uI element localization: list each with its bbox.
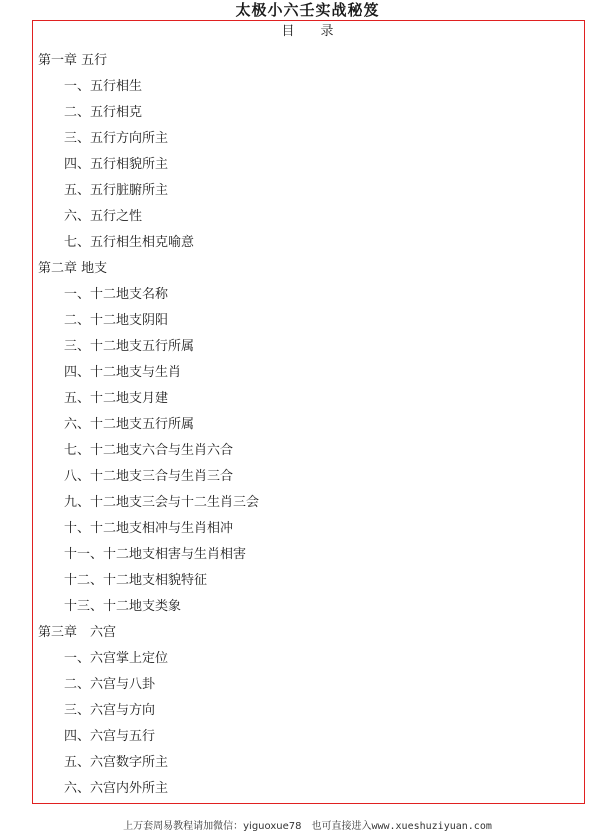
toc-section[interactable]: 十二、十二地支相貌特征	[64, 573, 208, 588]
toc-section[interactable]: 五、六宫数字所主	[64, 755, 169, 770]
toc-section[interactable]: 一、十二地支名称	[64, 287, 169, 302]
toc-section[interactable]: 五、五行脏腑所主	[64, 183, 169, 198]
toc-section[interactable]: 四、六宫与五行	[64, 729, 156, 744]
toc-section[interactable]: 三、十二地支五行所属	[64, 339, 195, 354]
footer-text: 上万套周易教程请加微信：yiguoxue78 也可直接进入	[123, 821, 372, 832]
toc-section[interactable]: 三、五行方向所主	[64, 131, 169, 146]
toc-section[interactable]: 二、五行相克	[64, 105, 143, 120]
toc-section[interactable]: 二、十二地支阴阳	[64, 313, 169, 328]
toc-chapter[interactable]: 第三章 六宫	[38, 625, 117, 640]
toc-section[interactable]: 五、十二地支月建	[64, 391, 169, 406]
toc-chapter[interactable]: 第一章 五行	[38, 53, 108, 68]
document-title: 太极小六壬实战秘笈	[235, 1, 380, 19]
footer	[0, 820, 615, 833]
toc-section[interactable]: 七、十二地支六合与生肖六合	[64, 443, 234, 458]
toc-section[interactable]: 十一、十二地支相害与生肖相害	[64, 547, 247, 562]
toc-section[interactable]: 九、十二地支三会与十二生肖三会	[64, 495, 260, 510]
toc-section[interactable]: 八、十二地支三合与生肖三合	[64, 469, 234, 484]
toc-section[interactable]: 四、十二地支与生肖	[64, 365, 182, 380]
toc-section[interactable]: 一、六宫掌上定位	[64, 651, 169, 666]
toc-section[interactable]: 三、六宫与方向	[64, 703, 156, 718]
toc-section[interactable]: 六、六宫内外所主	[64, 781, 169, 796]
toc-section[interactable]: 四、五行相貌所主	[64, 157, 169, 172]
toc-chapter[interactable]: 第二章 地支	[38, 261, 108, 276]
toc-section[interactable]: 七、五行相生相克喻意	[64, 235, 195, 250]
toc-section[interactable]: 六、五行之性	[64, 209, 143, 224]
footer-url-link[interactable]: www.xueshuziyuan.com	[371, 821, 492, 832]
toc-section[interactable]: 一、五行相生	[64, 79, 143, 94]
toc-section[interactable]: 二、六宫与八卦	[64, 677, 156, 692]
toc-section[interactable]: 十三、十二地支类象	[64, 599, 182, 614]
toc-heading: 目录	[281, 24, 360, 39]
table-of-contents	[38, 48, 578, 802]
toc-section[interactable]: 十、十二地支相冲与生肖相冲	[64, 521, 234, 536]
toc-section[interactable]: 六、十二地支五行所属	[64, 417, 195, 432]
